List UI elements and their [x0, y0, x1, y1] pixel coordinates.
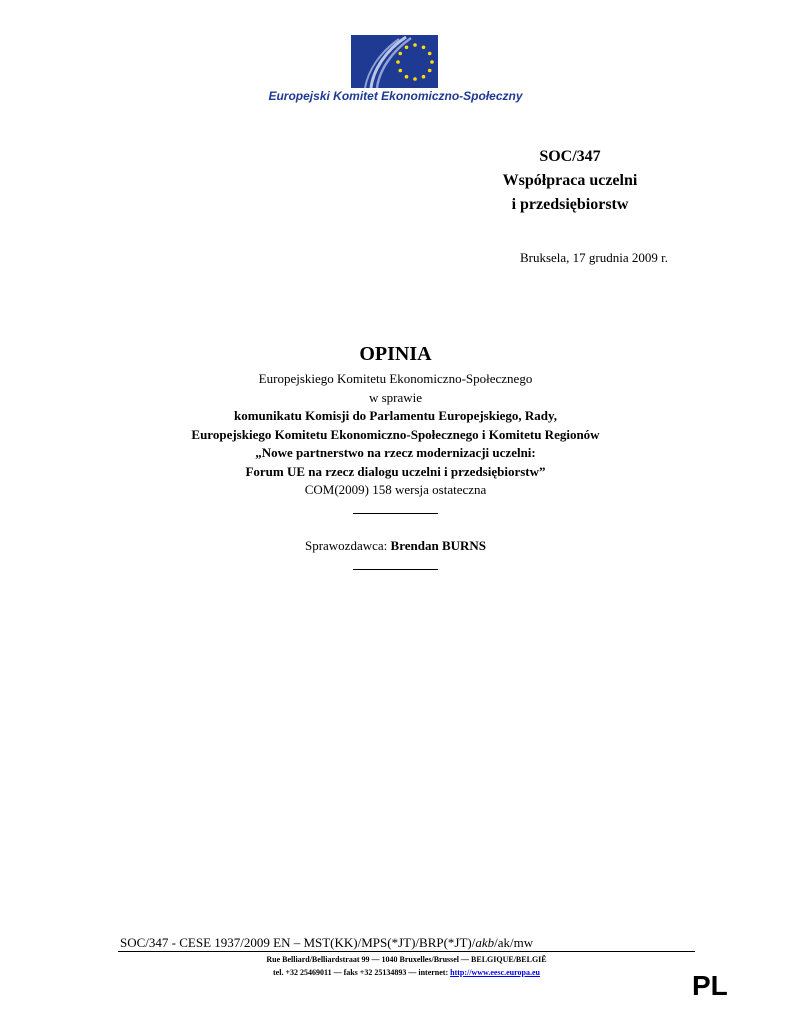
- star-icon: [413, 77, 417, 81]
- rapporteur-name: Brendan BURNS: [390, 538, 487, 553]
- subject-line: Forum UE na rzecz dialogu uczelni i przedsiębiorstw”: [245, 463, 546, 479]
- reference-title-line1: Współpraca uczelni: [502, 172, 638, 189]
- opinion-subject: [0, 370, 791, 500]
- subject-line: w sprawie: [368, 389, 423, 405]
- footer-document-code: [120, 935, 533, 951]
- footer-divider: [118, 951, 695, 952]
- footer-code-suffix: /ak/mw: [494, 935, 534, 950]
- website-link[interactable]: http://www.eesc.europa.eu: [450, 968, 540, 977]
- divider: [353, 513, 438, 514]
- star-icon: [422, 75, 426, 79]
- organization-name: Europejski Komitet Ekonomiczno-Społeczny: [268, 89, 523, 103]
- star-icon: [405, 75, 409, 79]
- footer-address: Rue Belliard/Belliardstraat 99 — 1040 Bruxelles/Brussel — BELGIQUE/BELGIË: [266, 955, 547, 964]
- star-icon: [405, 46, 409, 50]
- star-icon: [428, 52, 432, 56]
- subject-line: „Nowe partnerstwo na rzecz modernizacji uczelni:: [255, 445, 536, 460]
- rapporteur-label: Sprawozdawca:: [304, 538, 388, 553]
- language-code: PL: [692, 970, 728, 1001]
- subject-line: Europejskiego Komitetu Ekonomiczno-Społecznego: [258, 371, 533, 386]
- subject-line: komunikatu Komisji do Parlamentu Europejskiego, Rady,: [233, 408, 557, 423]
- place-date: Bruksela, 17 grudnia 2009 r.: [519, 250, 668, 265]
- star-icon: [399, 52, 403, 56]
- star-icon: [399, 69, 403, 73]
- footer-code-prefix: SOC/347 - CESE 1937/2009 EN – MST(KK)/MPS(*JT)/BRP(*JT)/: [120, 935, 476, 950]
- star-icon: [422, 46, 426, 50]
- star-icon: [428, 69, 432, 73]
- footer-code-italic: akb: [475, 935, 495, 950]
- eesc-logo-icon: [351, 35, 438, 88]
- page-title: OPINIA: [359, 343, 432, 365]
- subject-line: Europejskiego Komitetu Ekonomiczno-Społecznego i Komitetu Regionów: [191, 426, 600, 442]
- rapporteur: [0, 538, 791, 554]
- subject-line: COM(2009) 158 wersja ostateczna: [304, 482, 487, 497]
- reference-code: SOC/347: [539, 148, 601, 165]
- footer-address-block: [118, 953, 695, 979]
- star-icon: [430, 60, 434, 64]
- footer-contact: [118, 966, 695, 979]
- reference-title-line2: i przedsiębiorstw: [511, 196, 629, 213]
- star-icon: [396, 60, 400, 64]
- document-reference: [470, 145, 670, 217]
- footer-contact-text: tel. +32 25469011 — faks +32 25134893 — internet:: [273, 968, 451, 977]
- divider: [353, 569, 438, 570]
- star-icon: [413, 43, 417, 47]
